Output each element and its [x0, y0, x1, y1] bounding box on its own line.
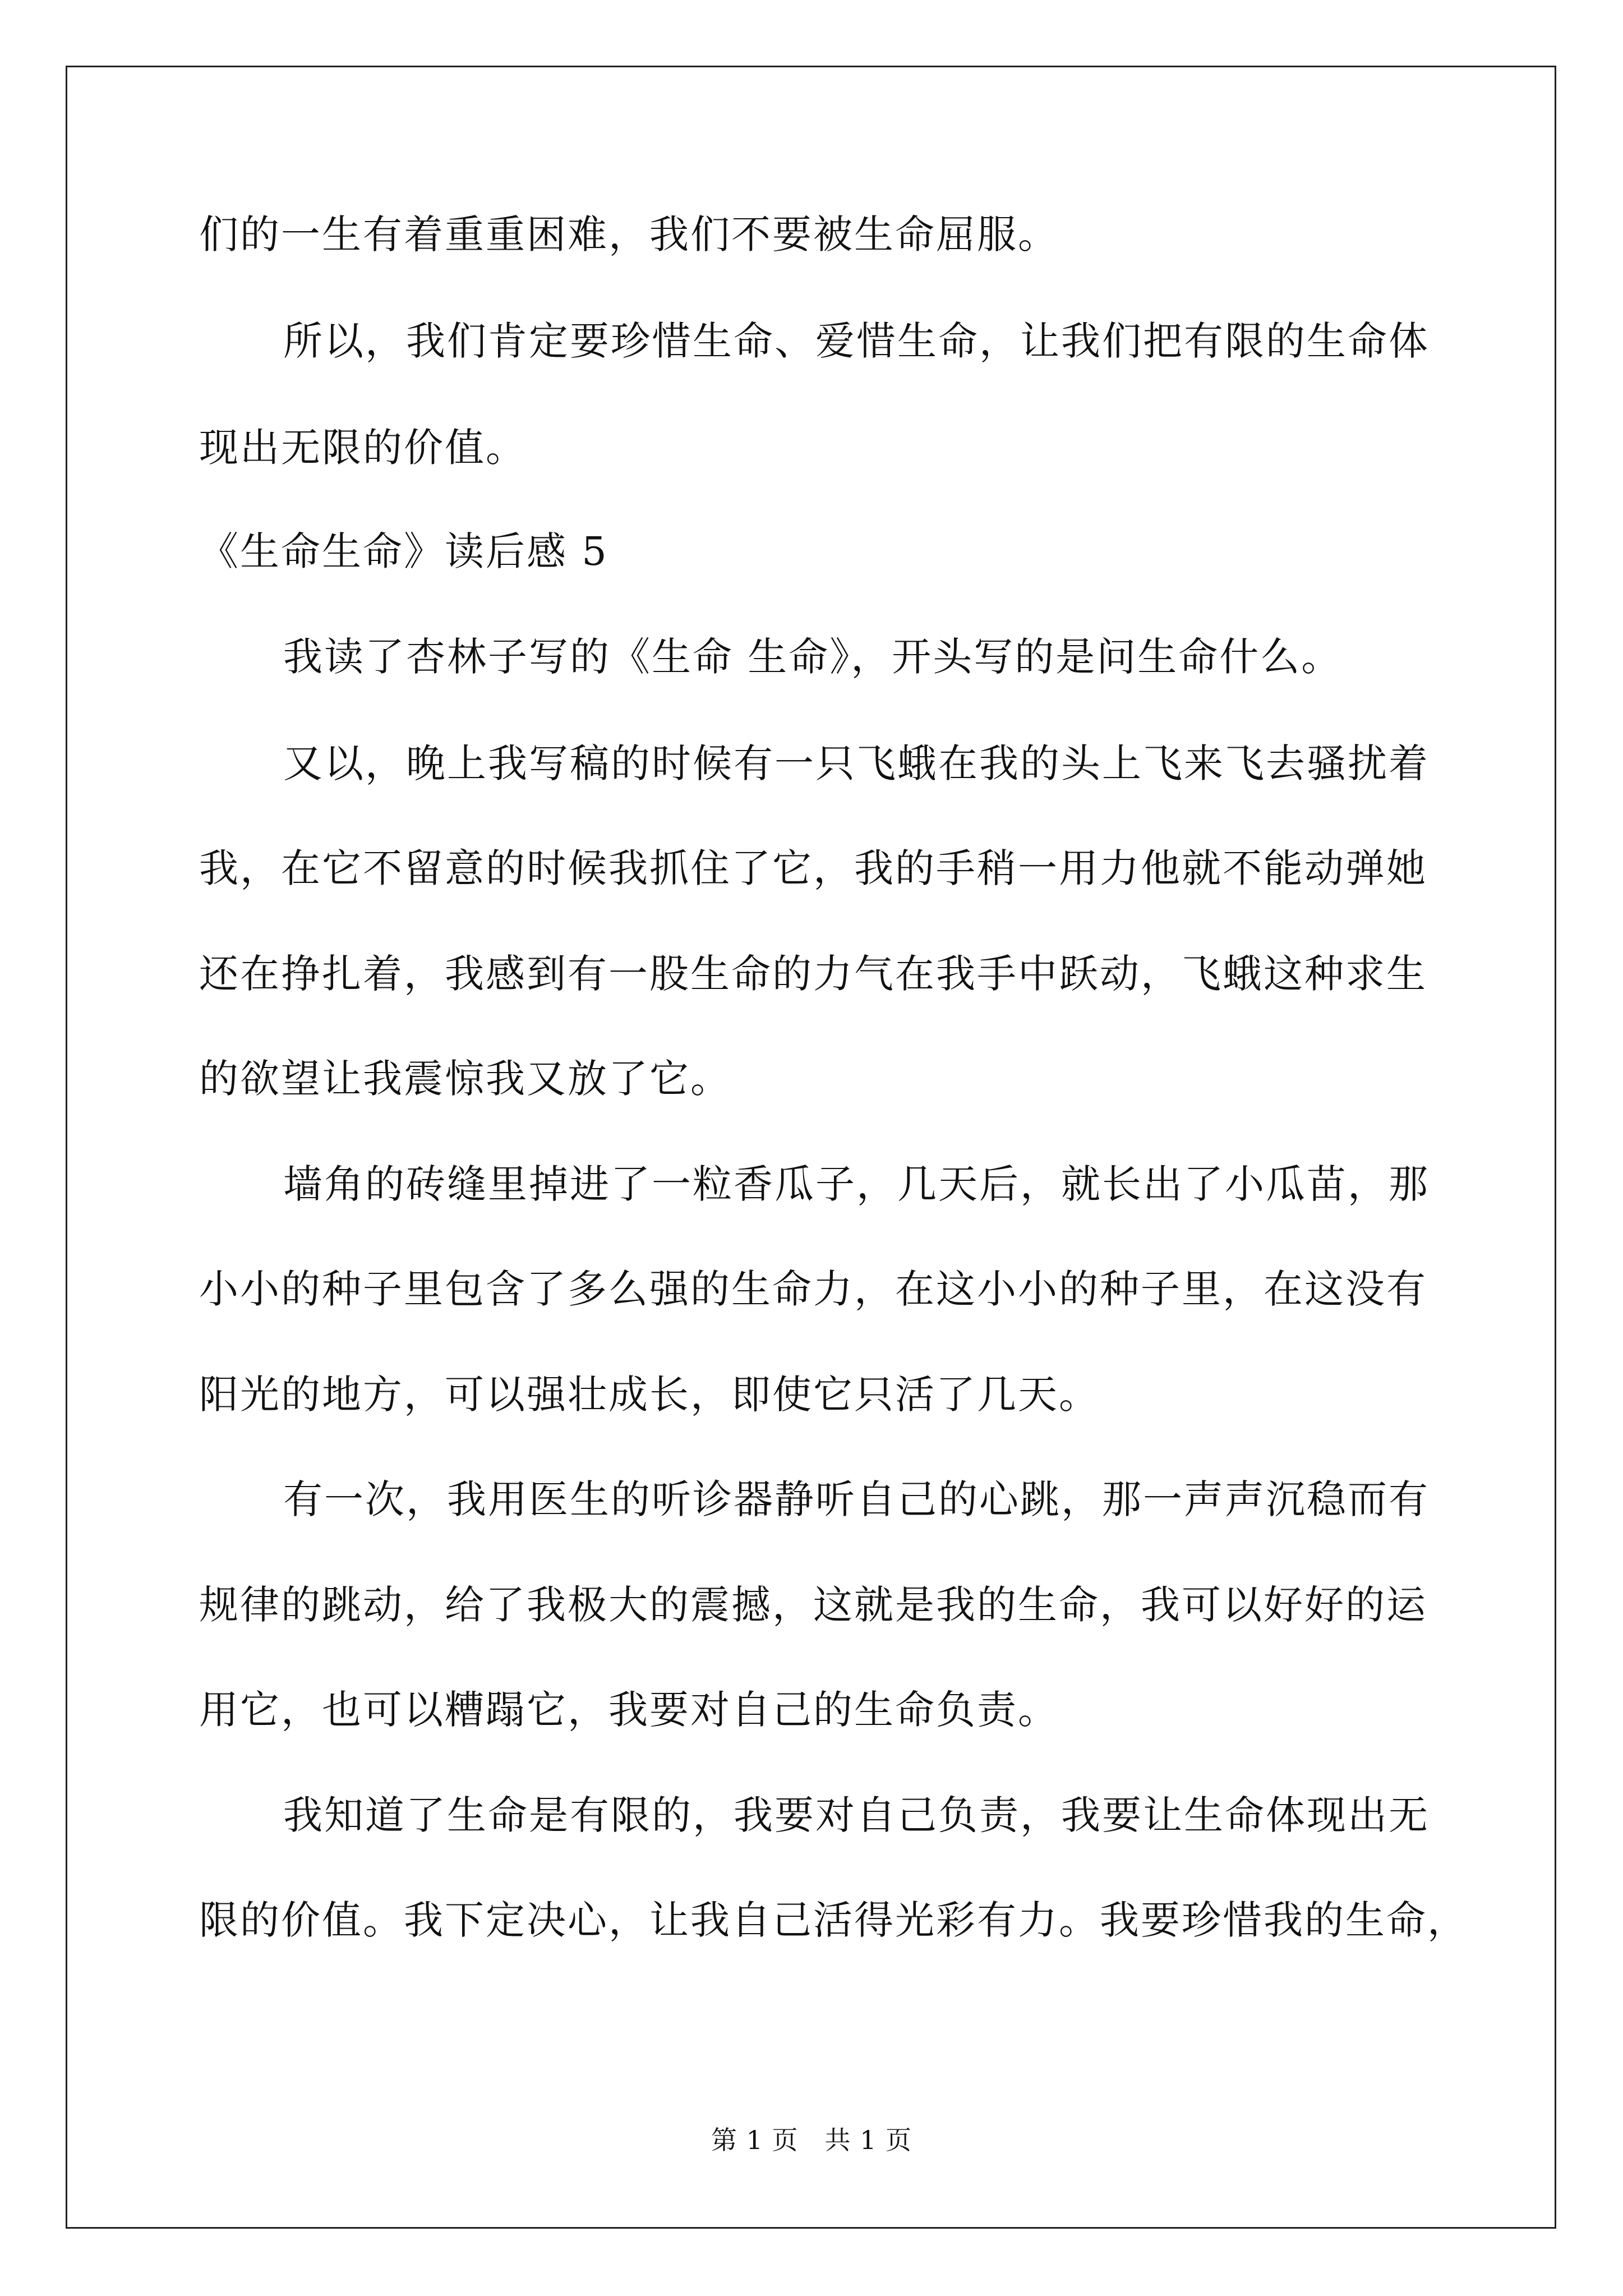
paragraph-line: 有一次，我用医生的听诊器静听自己的心跳，那一声声沉稳而有: [283, 1476, 1430, 1522]
paragraph-line: 墙角的砖缝里掉进了一粒香瓜子，几天后，就长出了小瓜苗，那: [283, 1161, 1430, 1207]
text-line: 的欲望让我震惊我又放了它。: [199, 1056, 731, 1102]
text-line: 限的价值。我下定决心，让我自己活得光彩有力。我要珍惜我的生命，: [199, 1897, 1468, 1943]
text-line: 我，在它不留意的时候我抓住了它，我的手稍一用力他就不能动弹她: [199, 845, 1427, 891]
text-line: 规律的跳动，给了我极大的震撼，这就是我的生命，我可以好好的运: [199, 1582, 1427, 1628]
text-line: 阳光的地方，可以强壮成长，即使它只活了几天。: [199, 1372, 1100, 1418]
section-heading: 《生命生命》读后感 5: [199, 528, 608, 574]
page-number-footer: 第 1 页 共 1 页: [711, 2125, 912, 2155]
text-line: 还在挣扎着，我感到有一股生命的力气在我手中跃动，飞蛾这种求生: [199, 951, 1427, 997]
text-line: 小小的种子里包含了多么强的生命力，在这小小的种子里，在这没有: [199, 1266, 1427, 1312]
paragraph-line: 所以，我们肯定要珍惜生命、爱惜生命，让我们把有限的生命体: [283, 318, 1430, 364]
paragraph-line: 我知道了生命是有限的，我要对自己负责，我要让生命体现出无: [283, 1792, 1430, 1838]
paragraph-line: 又以，晚上我写稿的时候有一只飞蛾在我的头上飞来飞去骚扰着: [283, 740, 1430, 786]
text-line: 现出无限的价值。: [199, 425, 527, 471]
paragraph-line: 我读了杏林子写的《生命 生命》，开头写的是问生命什么。: [283, 634, 1343, 680]
text-line: 们的一生有着重重困难，我们不要被生命屈服。: [199, 211, 1059, 257]
text-line: 用它，也可以糟蹋它，我要对自己的生命负责。: [199, 1687, 1059, 1733]
